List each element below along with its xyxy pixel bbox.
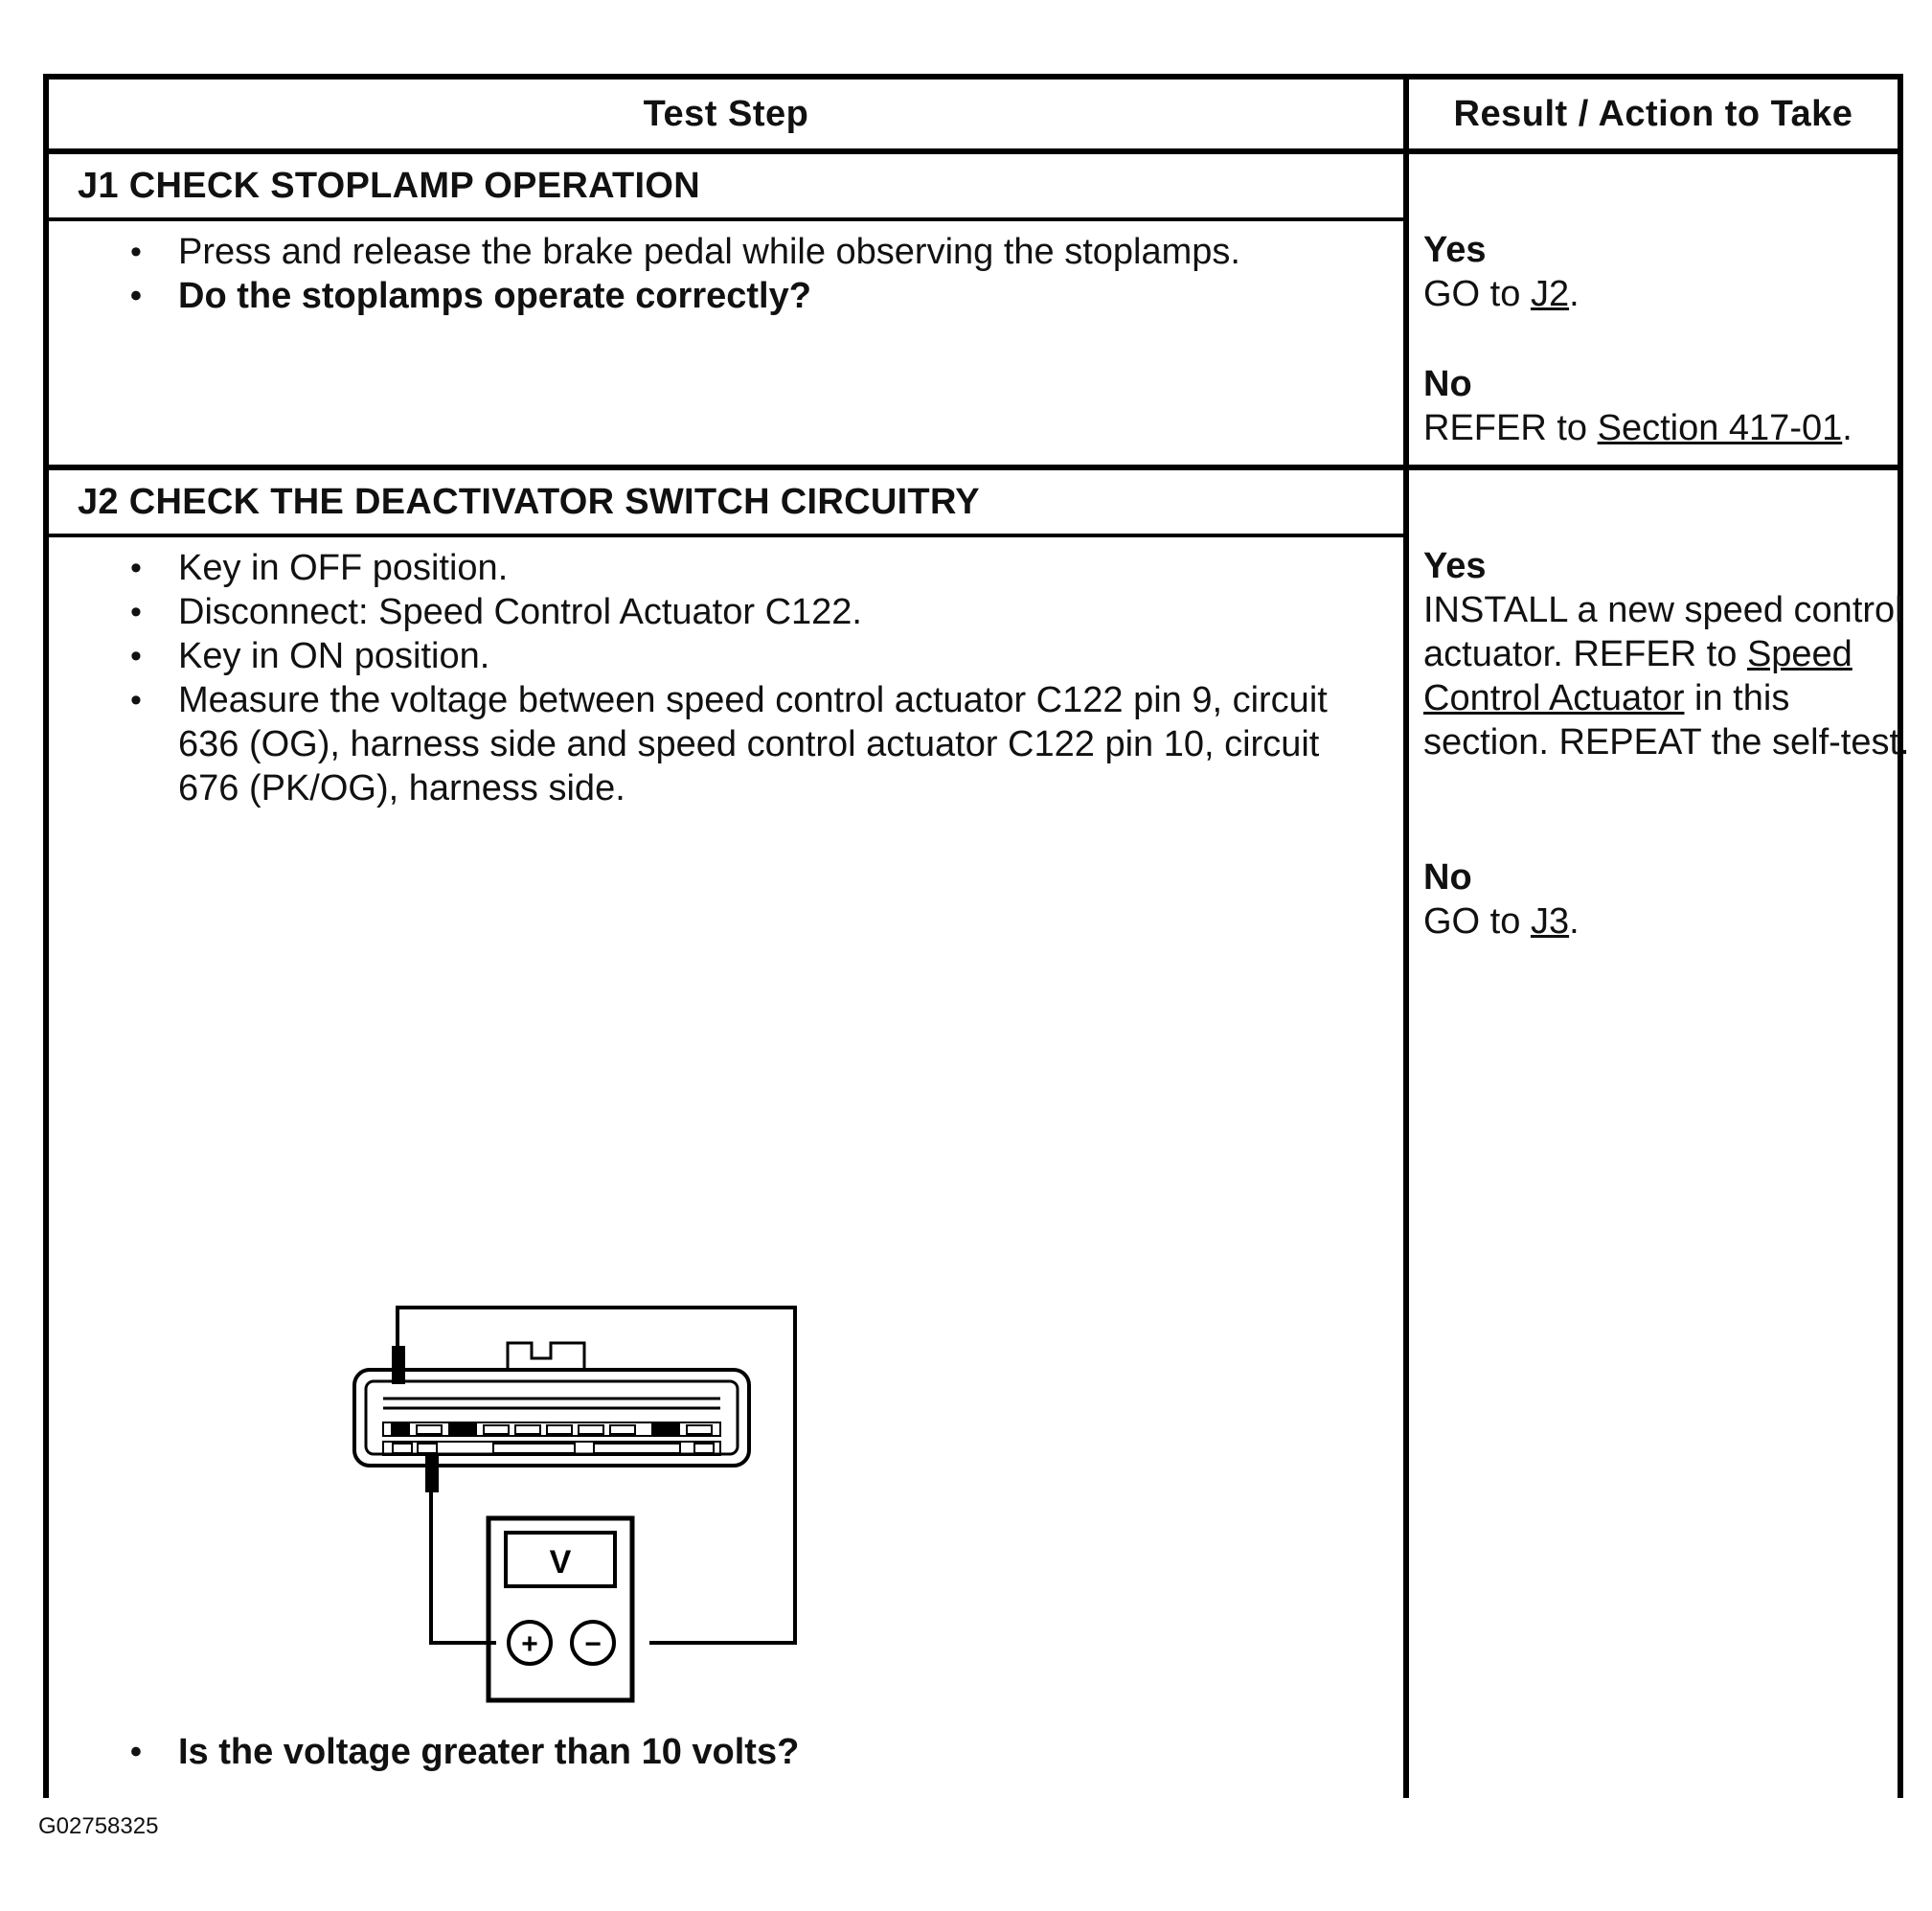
link-j3[interactable]: J3 [1530, 901, 1570, 942]
step-j2-question [130, 1730, 1385, 1774]
connector-latch [508, 1343, 584, 1370]
step-divider [49, 465, 1903, 470]
no-prefix: GO to [1423, 901, 1521, 942]
yes-prefix: GO to [1423, 274, 1521, 314]
question-item: • Is the voltage greater than 10 volts? [130, 1730, 1385, 1774]
step-j1-instructions [130, 230, 1395, 318]
instruction-item: • Measure the voltage between speed control actuator C122 pin 9, circuit 636 (OG), harness side and speed control actuator C122 pin 10, circuit 676 (PK/OG), harness side. [130, 678, 1385, 810]
yes-text: INSTALL a new speed control actuator. REFER to [1423, 590, 1903, 674]
header-result-action: Result / Action to Take [1453, 93, 1853, 134]
header-divider [49, 148, 1903, 154]
no-label: No [1423, 857, 1472, 898]
no-suffix: . [1569, 901, 1580, 942]
probe-tip-pin10 [425, 1454, 439, 1492]
voltmeter-connector-diagram [345, 1303, 805, 1705]
diagnostic-table [43, 74, 1910, 1798]
no-label: No [1423, 364, 1472, 404]
step-j2-result-no [1423, 855, 1921, 944]
instruction-item: • Disconnect: Speed Control Actuator C122. [130, 590, 1385, 634]
probe-wire-pin9 [398, 1308, 795, 1643]
link-section-417-01[interactable]: Section 417-01 [1597, 408, 1843, 448]
step-j1-title: J1 CHECK STOPLAMP OPERATION [78, 166, 700, 206]
link-j2[interactable]: J2 [1530, 274, 1570, 314]
figure-id: G02758325 [38, 1813, 159, 1839]
probe-tip-pin9 [392, 1346, 405, 1384]
column-divider [1403, 80, 1409, 1798]
instruction-item: • Key in ON position. [130, 634, 1385, 678]
connector-c122 [354, 1370, 749, 1466]
step-j1-result-yes [1423, 228, 1921, 316]
step-j1-title-divider [49, 217, 1403, 221]
header-test-step: Test Step [643, 93, 809, 134]
step-j2-title-divider [49, 534, 1403, 537]
yes-label: Yes [1423, 546, 1487, 586]
question-item: • Do the stoplamps operate correctly? [130, 274, 1395, 318]
minus-sign: − [584, 1628, 602, 1660]
instruction-item: • Key in OFF position. [130, 546, 1385, 590]
instruction-item: • Press and release the brake pedal while observing the stoplamps. [130, 230, 1395, 274]
yes-text-2: in this section. REPEAT the self-test. [1423, 678, 1910, 762]
step-j1-result-no [1423, 362, 1921, 450]
step-j2-result-yes [1423, 544, 1921, 764]
link-speed-control-actuator[interactable]: Speed Control Actuator [1423, 634, 1852, 718]
no-suffix: . [1842, 408, 1852, 448]
yes-label: Yes [1423, 230, 1487, 270]
yes-suffix: . [1569, 274, 1580, 314]
voltmeter-label: V [549, 1544, 572, 1581]
step-j2-title: J2 CHECK THE DEACTIVATOR SWITCH CIRCUITRY [78, 482, 980, 522]
step-j2-instructions [130, 546, 1385, 810]
plus-sign: + [521, 1628, 538, 1660]
no-prefix: REFER to [1423, 408, 1588, 448]
